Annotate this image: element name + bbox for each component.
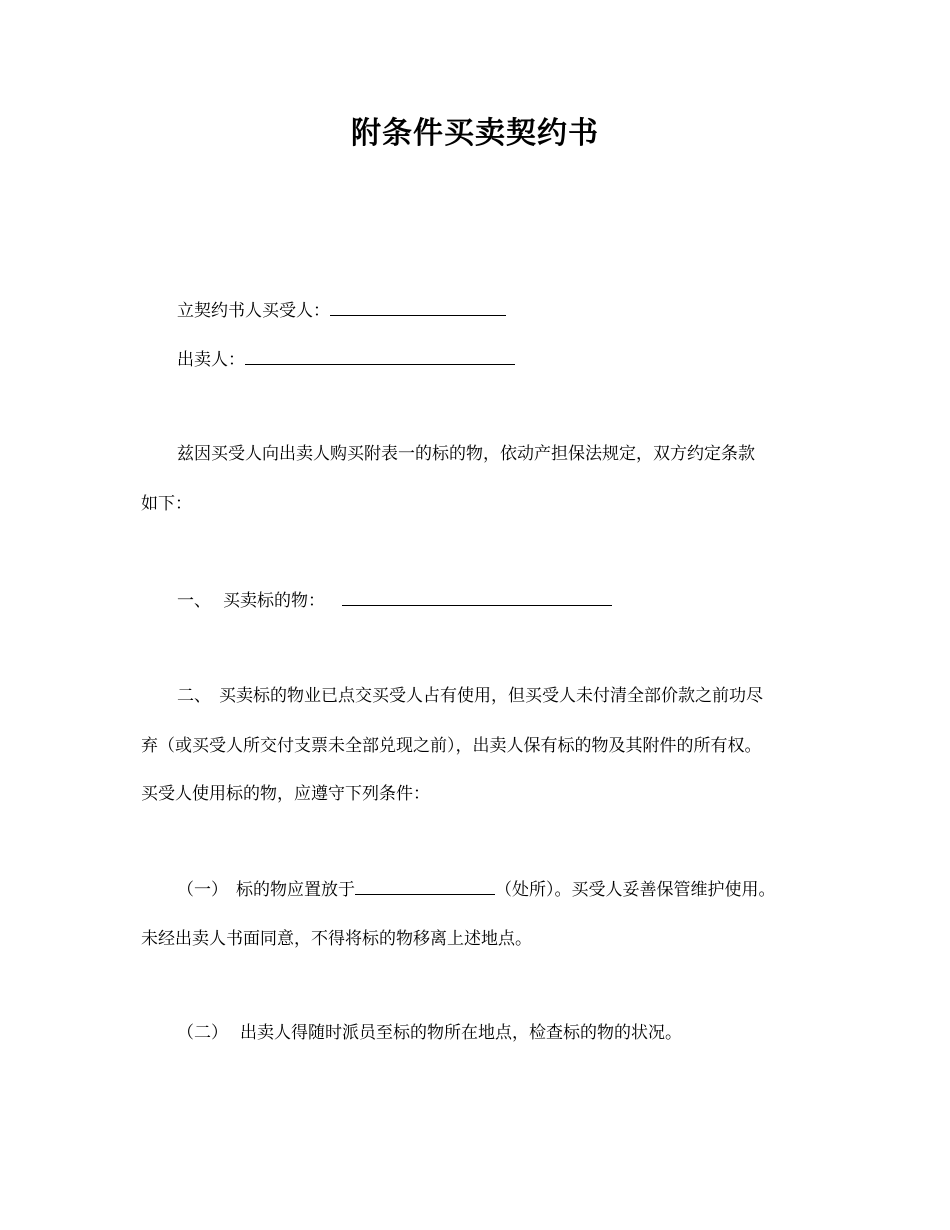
sub-clause-1-number: （一） bbox=[177, 880, 228, 900]
clause-2-line-1 bbox=[141, 684, 857, 708]
clause-1-text: 买卖标的物： bbox=[223, 591, 325, 611]
clause-1-blank-field bbox=[342, 588, 612, 606]
seller-line bbox=[141, 347, 857, 372]
sub-clause-2-line bbox=[141, 1021, 857, 1045]
clause-1-number: 一、 bbox=[177, 591, 211, 611]
buyer-label: 立契约书人买受人： bbox=[177, 301, 330, 321]
seller-blank-field bbox=[245, 347, 515, 365]
clause-1 bbox=[141, 588, 857, 613]
buyer-blank-field bbox=[330, 298, 506, 316]
sub-clause-1-text-after: （处所）。买受人妥善保管维护使用。 bbox=[495, 880, 776, 900]
preamble-line-1: 兹因买受人向出卖人购买附表一的标的物，依动产担保法规定，双方约定条款 bbox=[177, 444, 755, 464]
sub-clause-1-location-blank bbox=[355, 877, 495, 895]
buyer-line bbox=[141, 298, 857, 323]
preamble-line-2: 如下： bbox=[141, 494, 192, 514]
sub-clause-1-text-before: 标的物应置放于 bbox=[236, 880, 355, 900]
seller-label: 出卖人： bbox=[177, 350, 245, 370]
sub-clause-1-line-1 bbox=[141, 877, 857, 902]
sub-clause-1-line-2: 未经出卖人书面同意，不得将标的物移离上述地点。 bbox=[141, 929, 532, 949]
document-title: 附条件买卖契约书 bbox=[351, 116, 599, 151]
clause-2-line-2: 弃（或买受人所交付支票未全部兑现之前），出卖人保有标的物及其附件的所有权。 bbox=[141, 736, 762, 756]
sub-clause-2-number: （二） bbox=[177, 1023, 228, 1043]
sub-clause-2-text: 出卖人得随时派员至标的物所在地点，检查标的物的状况。 bbox=[240, 1023, 682, 1043]
clause-2-number: 二、 bbox=[177, 686, 211, 706]
clause-2-text-1: 买卖标的物业已点交买受人占有使用，但买受人未付清全部价款之前功尽 bbox=[219, 686, 763, 706]
clause-2-line-3: 买受人使用标的物，应遵守下列条件： bbox=[141, 784, 430, 804]
